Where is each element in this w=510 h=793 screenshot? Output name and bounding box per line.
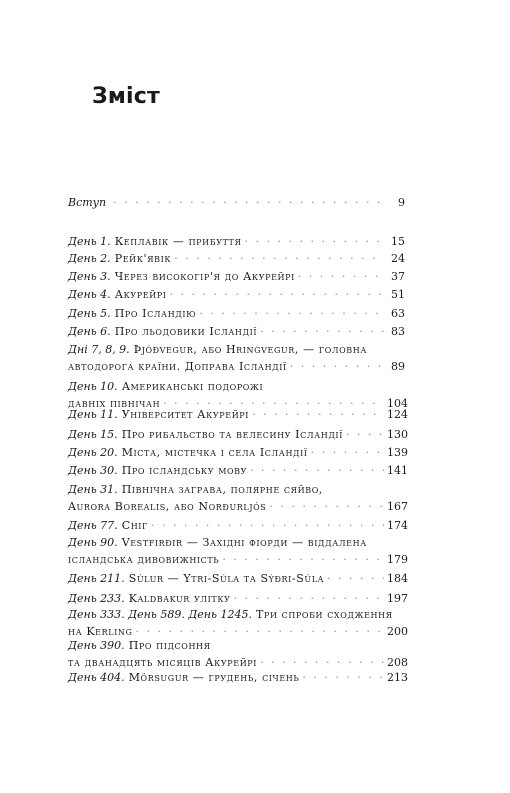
toc-entry-title: Þjóðvegur, або Hringvegur, — головна (133, 343, 367, 356)
toc-entry-page: 184 (387, 572, 408, 585)
toc-entry-line (68, 250, 405, 267)
toc-entry-page: 130 (387, 428, 408, 441)
toc-entry-text (68, 323, 257, 340)
toc-entry-text (68, 194, 110, 211)
toc-entry-label: День 10. (68, 380, 118, 393)
toc-entry-text (68, 637, 211, 654)
toc-entry-label: День 3. (68, 270, 111, 283)
toc-entry-page: 89 (391, 360, 405, 373)
toc-entry[interactable] (68, 250, 405, 267)
toc-entry-page: 200 (387, 625, 408, 638)
toc-entry[interactable] (68, 323, 405, 340)
toc-leader-dots (290, 358, 384, 375)
toc-entry[interactable] (68, 534, 408, 568)
toc-entry-text (68, 462, 247, 479)
toc-leader-dots (311, 444, 384, 461)
toc-entry-title-continued: автодорога країни. Доправа Ісландії (68, 360, 287, 373)
toc-entry-page: 83 (391, 325, 405, 338)
toc-entry-line (68, 590, 408, 607)
toc-entry-line (68, 498, 408, 515)
toc-entry-label: День 4. (68, 288, 111, 301)
toc-entry-text (68, 517, 148, 534)
toc-entry-page: 197 (387, 592, 408, 605)
toc-leader-dots (250, 462, 384, 479)
toc-entry-line (68, 669, 408, 686)
toc-leader-dots (151, 517, 384, 534)
toc-entry-line (68, 606, 405, 623)
toc-entry-text (68, 606, 393, 623)
toc-entry-title: Mörsugur — грудень, січень (128, 671, 300, 684)
toc-entry-title: Північна заграва, полярне сяйво, (121, 483, 323, 496)
toc-entry-title: Три спроби сходження (256, 608, 393, 621)
toc-entry-text (68, 286, 167, 303)
toc-entry-label: День 390. (68, 639, 125, 652)
toc-entry-title: Рейк'явік (114, 252, 172, 265)
toc-entry-line (68, 268, 405, 285)
toc-entry-title: Súlur — Ytri-Súla та Sýðri-Súla (128, 572, 324, 585)
toc-leader-dots (269, 498, 384, 515)
toc-entry-page: 124 (387, 408, 408, 421)
toc-entry-line (68, 517, 408, 534)
toc-leader-dots (234, 590, 384, 607)
toc-entry-label: День 6. (68, 325, 111, 338)
toc-entry-label: День 2. (68, 252, 111, 265)
toc-entry-line (68, 426, 408, 443)
toc-entry[interactable] (68, 590, 408, 607)
toc-entry-label: День 333. День 589. День 1245. (68, 608, 253, 621)
toc-entry-page: 63 (391, 307, 405, 320)
toc-entry-label: День 5. (68, 307, 111, 320)
toc-entry-text (68, 268, 295, 285)
toc-entry-text (68, 341, 367, 358)
toc-entry-label: День 77. (68, 519, 118, 532)
toc-entry-text (68, 426, 343, 443)
toc-entry[interactable] (68, 669, 408, 686)
toc-entry-line (68, 286, 405, 303)
toc-entry-line (68, 323, 405, 340)
toc-entry-line (68, 551, 408, 568)
toc-entry-page: 37 (391, 270, 405, 283)
toc-entry-title-continued: ісландська дивовижність (68, 553, 220, 566)
toc-entry[interactable] (68, 233, 405, 250)
toc-entry-title-continued: на Kerling (68, 625, 133, 638)
toc-entry-label: День 211. (68, 572, 125, 585)
toc-leader-dots (222, 551, 384, 568)
toc-entry[interactable] (68, 305, 405, 322)
toc-entry-text (68, 406, 249, 423)
toc-entry-title: Кеплавік — прибуття (114, 235, 242, 248)
toc-entry-title: Американські подорожі (121, 380, 264, 393)
toc-entry-line (68, 637, 405, 654)
toc-entry-label: День 11. (68, 408, 118, 421)
toc-entry-line (68, 462, 408, 479)
toc-leader-dots (252, 406, 384, 423)
toc-entry-page: 174 (387, 519, 408, 532)
toc-entry-page: 24 (391, 252, 405, 265)
toc-entry[interactable] (68, 286, 405, 303)
toc-leader-dots (260, 323, 384, 340)
toc-entry-line (68, 341, 405, 358)
toc-entry-page: 213 (387, 671, 408, 684)
toc-entry-text (68, 590, 231, 607)
toc-entry-label: Вступ (68, 196, 107, 209)
toc-entry[interactable] (68, 444, 408, 461)
toc-entry-title: Про рибальство та велесину Ісландії (121, 428, 343, 441)
toc-entry-text (68, 444, 308, 461)
toc-entry-title: Kaldbakur улітку (128, 592, 231, 605)
toc-entry-label: День 1. (68, 235, 111, 248)
toc-entry-line (68, 444, 408, 461)
toc-entry-title-continued: Aurora Borealis, або Norðurljós (68, 500, 267, 513)
toc-entry-text (68, 669, 299, 686)
toc-entry-title: Міста, містечка і села Ісландії (121, 446, 308, 459)
toc-entry[interactable] (68, 426, 408, 443)
toc-entry-title: Сніг (121, 519, 148, 532)
toc-entry-title-continued: та дванадцять місяців Акурейрі (68, 656, 258, 669)
toc-entry-title-continued: давніх північан (68, 397, 161, 410)
toc-entry-text (68, 378, 263, 395)
toc-entry-title: Про підсоння (128, 639, 211, 652)
toc-entry-page: 9 (398, 196, 405, 209)
toc-entry-text (68, 250, 171, 267)
toc-entry-line (68, 406, 408, 423)
toc-entry-title: Про Ісландію (114, 307, 197, 320)
toc-entry-label: День 31. (68, 483, 118, 496)
toc-entry-line (68, 534, 405, 551)
toc-entry-line (68, 305, 405, 322)
toc-entry-line (68, 194, 405, 211)
toc-entry[interactable] (68, 341, 405, 375)
toc-entry-title: Акурейрі (114, 288, 167, 301)
toc-entry-page: 179 (387, 553, 408, 566)
toc-leader-dots (245, 233, 384, 250)
toc-entry-page: 208 (387, 656, 408, 669)
toc-entry-page: 167 (387, 500, 408, 513)
toc-entry-label: День 20. (68, 446, 118, 459)
toc-entry-line (68, 233, 405, 250)
toc-leader-dots (298, 268, 384, 285)
toc-entry-label: День 30. (68, 464, 118, 477)
toc-entry[interactable] (68, 481, 408, 515)
toc-leader-dots (346, 426, 384, 443)
toc-leader-dots (174, 250, 384, 267)
toc-entry-label: День 90. (68, 536, 118, 549)
toc-entry-title: Університет Акурейрі (121, 408, 250, 421)
toc-entry-text (68, 534, 367, 551)
toc-leader-dots (199, 305, 384, 322)
toc-entry[interactable] (68, 268, 405, 285)
toc-entry-title: Vestfirðir — Західні фіорди — віддалена (121, 536, 367, 549)
toc-entry[interactable] (68, 194, 405, 211)
toc-entry-page: 104 (387, 397, 408, 410)
toc-entry-label: День 233. (68, 592, 125, 605)
toc-entry-page: 139 (387, 446, 408, 459)
toc-entry-line (68, 378, 405, 395)
toc-entry-label: День 15. (68, 428, 118, 441)
toc-entry-line (68, 570, 408, 587)
toc-entry-line (68, 358, 405, 375)
toc-leader-dots (113, 194, 384, 211)
toc-entry-text (68, 570, 324, 587)
toc-entry-page: 51 (391, 288, 405, 301)
toc-leader-dots (327, 570, 384, 587)
toc-entry-page: 15 (391, 235, 405, 248)
toc-entry-text (68, 305, 196, 322)
toc-entry-title: Про льодовики Ісландії (114, 325, 258, 338)
toc-entry-text (68, 233, 242, 250)
toc-entry-text (68, 481, 323, 498)
toc-entry-title: Про ісландську мову (121, 464, 248, 477)
toc-entry-title: Через високогір'я до Акурейрі (114, 270, 295, 283)
toc-entry-label: Дні 7, 8, 9. (68, 343, 130, 356)
toc-entry-page: 141 (387, 464, 408, 477)
toc-entry[interactable] (68, 606, 408, 640)
toc-entry[interactable] (68, 637, 408, 671)
toc-entry[interactable] (68, 406, 408, 423)
toc-heading: Зміст (92, 84, 160, 109)
toc-entry[interactable] (68, 462, 408, 479)
toc-entry-line (68, 481, 405, 498)
toc-leader-dots (302, 669, 384, 686)
toc-entry[interactable] (68, 570, 408, 587)
toc-entry[interactable] (68, 517, 408, 534)
toc-leader-dots (170, 286, 384, 303)
toc-entry-label: День 404. (68, 671, 125, 684)
